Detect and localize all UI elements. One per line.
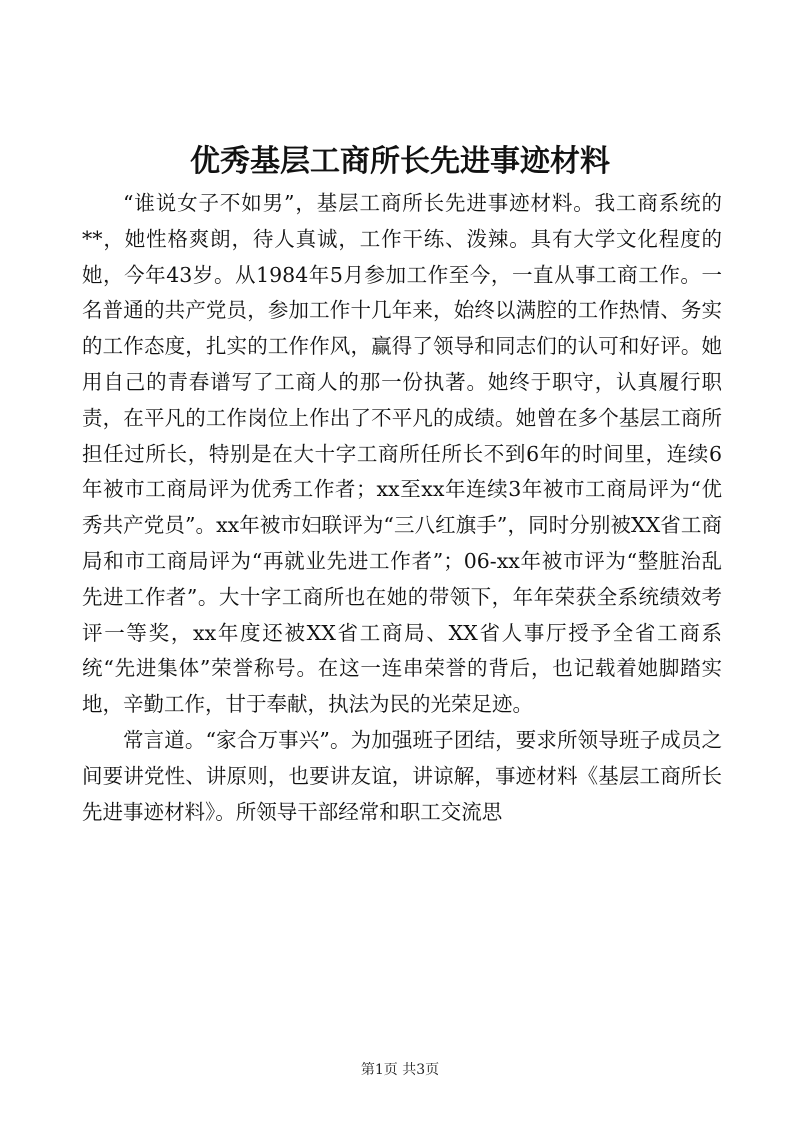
document-title: 优秀基层工商所长先进事迹材料	[190, 144, 610, 179]
page-footer: 第1页 共3页	[360, 1062, 440, 1078]
paragraph-2: 常言道。“家合万事兴”。为加强班子团结，要求所领导班子成员之间要讲党性、讲原则，也要讲友谊，讲谅解，事迹材料《基层工商所长先进事迹材料》。所领导干部经常和职工交流思	[82, 727, 722, 824]
paragraph-1: “谁说女子不如男”，基层工商所长先进事迹材料。我工商系统的**，她性格爽朗，待人真诚，工作干练、泼辣。具有大学文化程度的她，今年43岁。从1984年5月参加工作至今，一直从事工商工作。一名普通的共产党员，参加工作十几年来，始终以满腔的工作热情、务实的工作态度，扎实的工作作风，赢得了领导和同志们的认可和好评。她用自己的青春谱写了工商人的那一份执著。她终于职守，认真履行职责，在平凡的工作岗位上作出了不平凡的成绩。她曾在多个基层工商所担任过所长，特别是在大十字工商所任所长不到6年的时间里，连续6年被市工商局评为优秀工作者；xx至xx年连续3年被市工商局评为“优秀共产党员”。xx年被市妇联评为“三八红旗手”，同时分别被XX省工商局和市工商局评为“再就业先进工作者”；06-xx年被市评为“整脏治乱先进工作者”。大十字工商所也在她的带领下，年年荣获全系统绩效考评一等奖，xx年度还被XX省工商局、XX省人事厅授予全省工商系统“先进集体”荣誉称号。在这一连串荣誉的背后，也记载着她脚踏实地，辛勤工作，甘于奉献，执法为民的光荣足迹。	[82, 191, 722, 717]
document-body	[82, 186, 722, 830]
